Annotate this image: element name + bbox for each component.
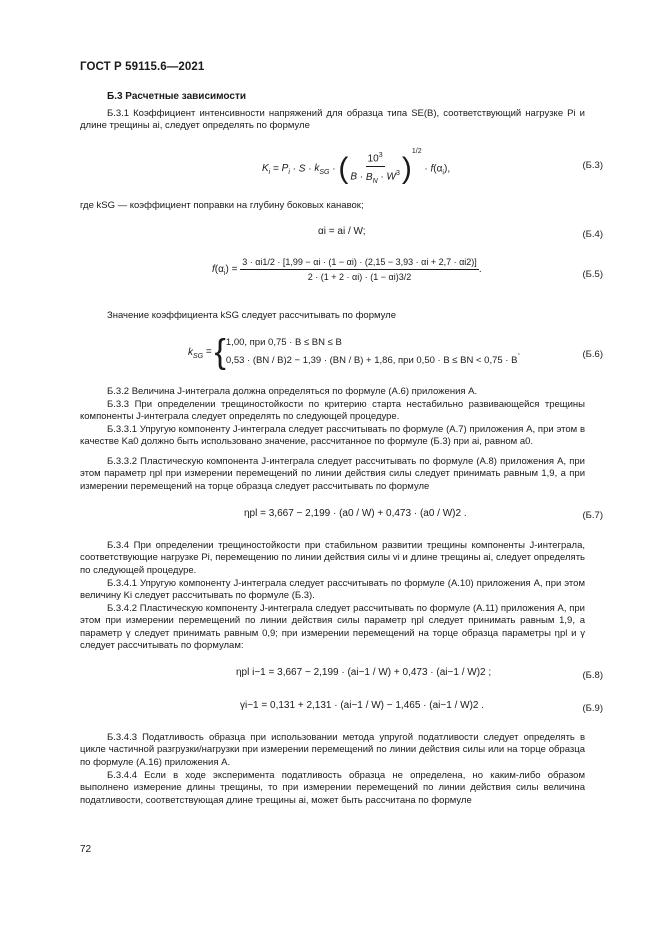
equation-b4: αi = ai / W; — [318, 226, 366, 237]
b341-text: Б.3.4.1 Упругую компоненту J-интеграла следует рассчитывать по формуле (А.10) приложения А, при этом величину Ki следует рассчитывать по формуле (Б.3). — [80, 578, 585, 602]
b331-text: Б.3.3.1 Упругую компоненту J-интеграла следует рассчитывать по формуле (А.7) приложения А, при этом в качестве Ka0 должно быть использовано значение, рассчитанное по формуле (Б.3) при ai, равном a0. — [80, 424, 585, 448]
b344-text: Б.3.4.4 Если в ходе эксперимента податливость образца не определена, но каким-либо образом выполнено измерение длины трещины, то при измерении перемещений по линии действия силы величина податливости, соответствующая длине трещины ai, может быть рассчитана по формуле — [80, 770, 585, 806]
eq8-number: (Б.8) — [582, 670, 603, 681]
b343-text: Б.3.4.3 Податливость образца при использовании метода упругой податливости следует определять в цикле частичной разгрузки/нагрузки при измерении перемещений по линии действия силы или на торце образца по формуле (А.16) приложения А. — [80, 732, 585, 768]
eq5-numerator: 3 · αi1/2 · [1,99 − αi · (1 − αi) · (2,15 − 3,93 · αi + 2,7 · αi2)] — [240, 256, 479, 270]
paragraph-b33 — [80, 399, 585, 424]
eq4-number: (Б.4) — [582, 229, 603, 240]
eq5-number: (Б.5) — [582, 269, 603, 280]
paragraph-b341 — [80, 578, 585, 603]
eq3-numerator: 10 — [367, 153, 379, 165]
b332-text: Б.3.3.2 Пластическую компонента J-интеграла следует рассчитывать по формуле (А.8) приложения А, при этом параметр ηpl при измерении перемещений по линии действия силы следует принимать равным 1,9, а при измерении перемещений на торце образца следует рассчитывать по формуле — [80, 456, 585, 492]
paragraph-b331 — [80, 424, 585, 449]
where-ksg-text: где kSG — коэффициент поправки на глубину боковых канавок; — [80, 200, 364, 211]
b32-text: Б.3.2 Величина J-интеграла должна определяться по формуле (А.6) приложения А. — [107, 386, 478, 397]
paragraph-b343 — [80, 732, 585, 769]
b34-text: Б.3.4 При определении трещиностойкости при стабильном развитии трещины компоненты J-интеграла, соответствующие нагрузке Pi, перемещению по линии действия силы vi и длине трещины ai, следует определять по следующей процедуре. — [80, 540, 585, 576]
eq7-number: (Б.7) — [582, 510, 603, 521]
equation-b7: ηpl = 3,667 − 2,199 · (a0 / W) + 0,473 · (a0 / W)2 . — [244, 508, 467, 519]
b33-text: Б.3.3 При определении трещиностойкости по критерию старта нестабильно развивающейся трещины компоненты J-интеграла следует определять по следующей процедуре. — [80, 399, 585, 423]
section-title: Б.3 Расчетные зависимости — [107, 91, 247, 102]
eq9-number: (Б.9) — [582, 703, 603, 714]
equation-b5: $f(\alpha_i)$ = 3 · αi1/2 · [1,99 − αi · (1 − αi) · (2,15 − 3,93 · αi + 2,7 · αi2)] 2 · (1 + 2 · αi) · (1 − αi)3/2 . — [212, 257, 482, 282]
paragraph-b34 — [80, 540, 585, 577]
equation-b6: $k_{SG}$ = { 1,00, при 0,75 · B ≤ BN ≤ B 0,53 · (BN / B)2 − 1,39 · (BN / B) + 1,86, при 0,50 · B ≤ BN < 0,75 · B . — [188, 333, 521, 371]
paragraph-ksg-value — [80, 310, 585, 322]
paragraph-where-ksg — [80, 200, 585, 212]
paragraph-b332 — [80, 456, 585, 493]
eq6-case2: 0,53 · (BN / B)2 − 1,39 · (BN / B) + 1,86, при 0,50 · B ≤ BN < 0,75 · B — [225, 355, 518, 366]
eq6-case1: 1,00, при 0,75 · B ≤ BN ≤ B — [225, 337, 342, 348]
paragraph-b342 — [80, 603, 585, 653]
eq5-denominator: 2 · (1 + 2 · αi) · (1 − αi)3/2 — [307, 272, 412, 282]
paragraph-b31-text: Б.3.1 Коэффициент интенсивности напряжений для образца типа SE(B), соответствующий нагрузке Pi и длине трещины ai, следует определять по формуле — [80, 108, 585, 132]
document-header: ГОСТ Р 59115.6—2021 — [80, 61, 205, 73]
eq3-exponent: 1/2 — [411, 148, 422, 156]
paragraph-b32 — [80, 386, 585, 398]
eq3-number: (Б.3) — [582, 160, 603, 171]
page-number: 72 — [80, 844, 92, 855]
paragraph-b344 — [80, 770, 585, 807]
b342-text: Б.3.4.2 Пластическую компоненту J-интеграла следует рассчитывать по формуле (А.11) приложения А, при этом при измерении перемещений по линии действия силы параметр ηpl следует принимать равным 1,9, а параметр γ следует принимать равным 0,9; при измерении перемещений на торце образца параметры ηpl и γ следует рассчитывать по формулам: — [80, 603, 585, 652]
equation-b9: γi−1 = 0,131 + 2,131 · (ai−1 / W) − 1,465 · (ai−1 / W)2 . — [240, 700, 485, 711]
equation-b8: ηpl i−1 = 3,667 − 2,199 · (ai−1 / W) + 0,473 · (ai−1 / W)2 ; — [236, 667, 492, 678]
ksg-value-text: Значение коэффициента kSG следует рассчитывать по формуле — [107, 310, 396, 321]
paragraph-b31 — [80, 108, 585, 133]
equation-b3: $K_i = P_i \cdot S \cdot k_{SG}$ · ( $\frac{10^3}{B \cdot B_N \cdot W^3}$ )$^{1/2} \cdot f(\alpha_i)$, — [262, 148, 451, 185]
eq6-number: (Б.6) — [582, 349, 603, 360]
